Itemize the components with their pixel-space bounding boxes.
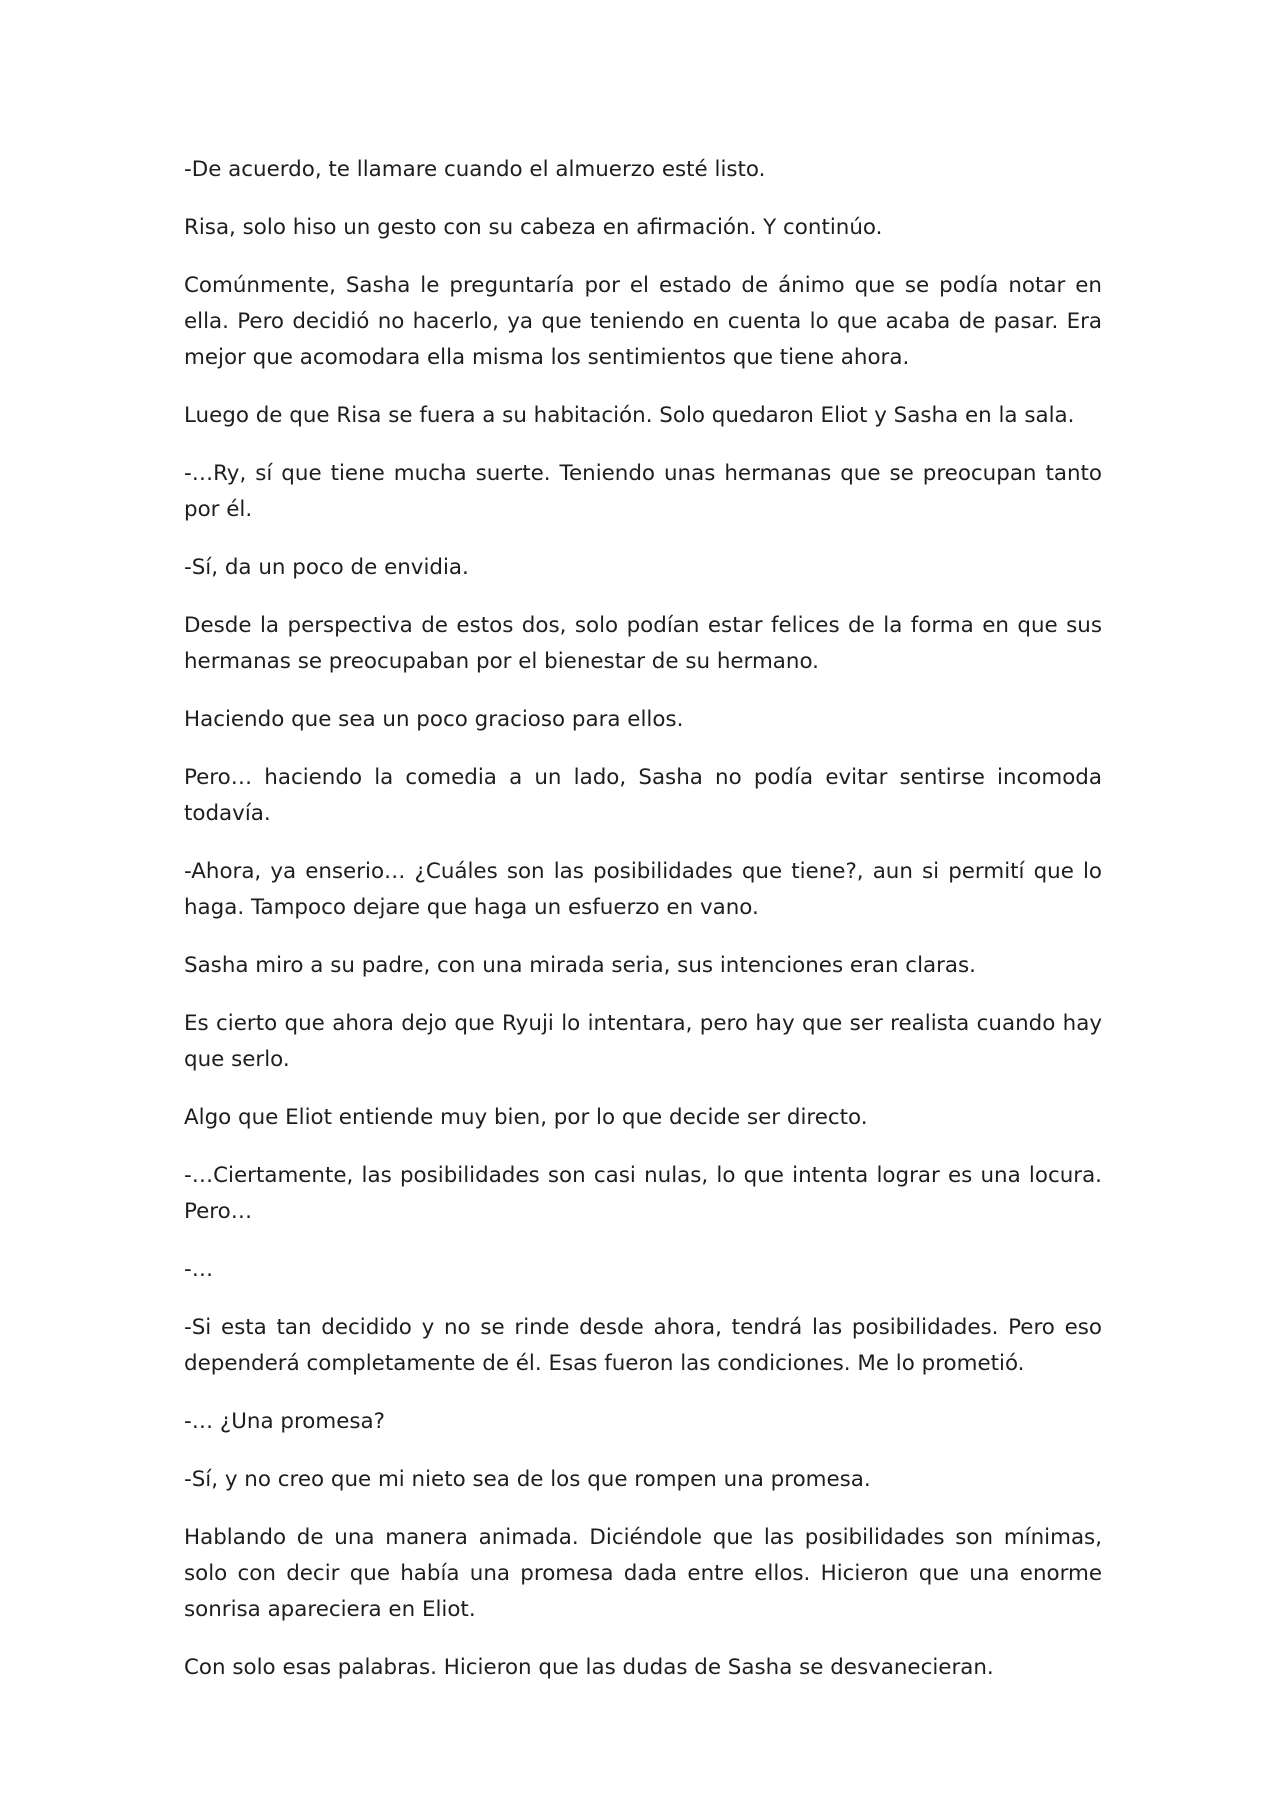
paragraph: -De acuerdo, te llamare cuando el almuerzo esté listo.: [184, 157, 766, 182]
document-body: [184, 152, 1102, 1708]
paragraph: Con solo esas palabras. Hicieron que las dudas de Sasha se desvanecieran.: [184, 1655, 994, 1680]
paragraph: -Si esta tan decidido y no se rinde desde ahora, tendrá las posibilidades. Pero eso dependerá completamente de él. Esas fueron las condiciones. Me lo prometió.: [184, 1315, 1102, 1376]
paragraph: Haciendo que sea un poco gracioso para ellos.: [184, 707, 684, 732]
paragraph: Comúnmente, Sasha le preguntaría por el estado de ánimo que se podía notar en ella. Pero decidió no hacerlo, ya que teniendo en cuenta lo que acaba de pasar. Era mejor que acomodara ella misma los sentimientos que tiene ahora.: [184, 273, 1102, 370]
paragraph: Risa, solo hiso un gesto con su cabeza en afirmación. Y continúo.: [184, 215, 883, 240]
paragraph: Hablando de una manera animada. Diciéndole que las posibilidades son mínimas, solo con decir que había una promesa dada entre ellos. Hicieron que una enorme sonrisa apareciera en Eliot.: [184, 1525, 1102, 1622]
paragraph: Pero… haciendo la comedia a un lado, Sasha no podía evitar sentirse incomoda todavía.: [184, 765, 1102, 826]
paragraph: -Ahora, ya enserio… ¿Cuáles son las posibilidades que tiene?, aun si permití que lo haga. Tampoco dejare que haga un esfuerzo en vano.: [184, 859, 1102, 920]
paragraph: -…Ry, sí que tiene mucha suerte. Teniendo unas hermanas que se preocupan tanto por él.: [184, 461, 1102, 522]
paragraph: Desde la perspectiva de estos dos, solo podían estar felices de la forma en que sus hermanas se preocupaban por el bienestar de su hermano.: [184, 613, 1102, 674]
paragraph: -Sí, y no creo que mi nieto sea de los que rompen una promesa.: [184, 1467, 871, 1492]
paragraph: -…Ciertamente, las posibilidades son casi nulas, lo que intenta lograr es una locura. Pero…: [184, 1163, 1102, 1224]
paragraph: -Sí, da un poco de envidia.: [184, 555, 469, 580]
paragraph: Es cierto que ahora dejo que Ryuji lo intentara, pero hay que ser realista cuando hay que serlo.: [184, 1011, 1102, 1072]
paragraph: -… ¿Una promesa?: [184, 1409, 385, 1434]
paragraph: -…: [184, 1257, 214, 1282]
paragraph: Sasha miro a su padre, con una mirada seria, sus intenciones eran claras.: [184, 953, 976, 978]
paragraph: Luego de que Risa se fuera a su habitación. Solo quedaron Eliot y Sasha en la sala.: [184, 403, 1075, 428]
paragraph: Algo que Eliot entiende muy bien, por lo que decide ser directo.: [184, 1105, 868, 1130]
